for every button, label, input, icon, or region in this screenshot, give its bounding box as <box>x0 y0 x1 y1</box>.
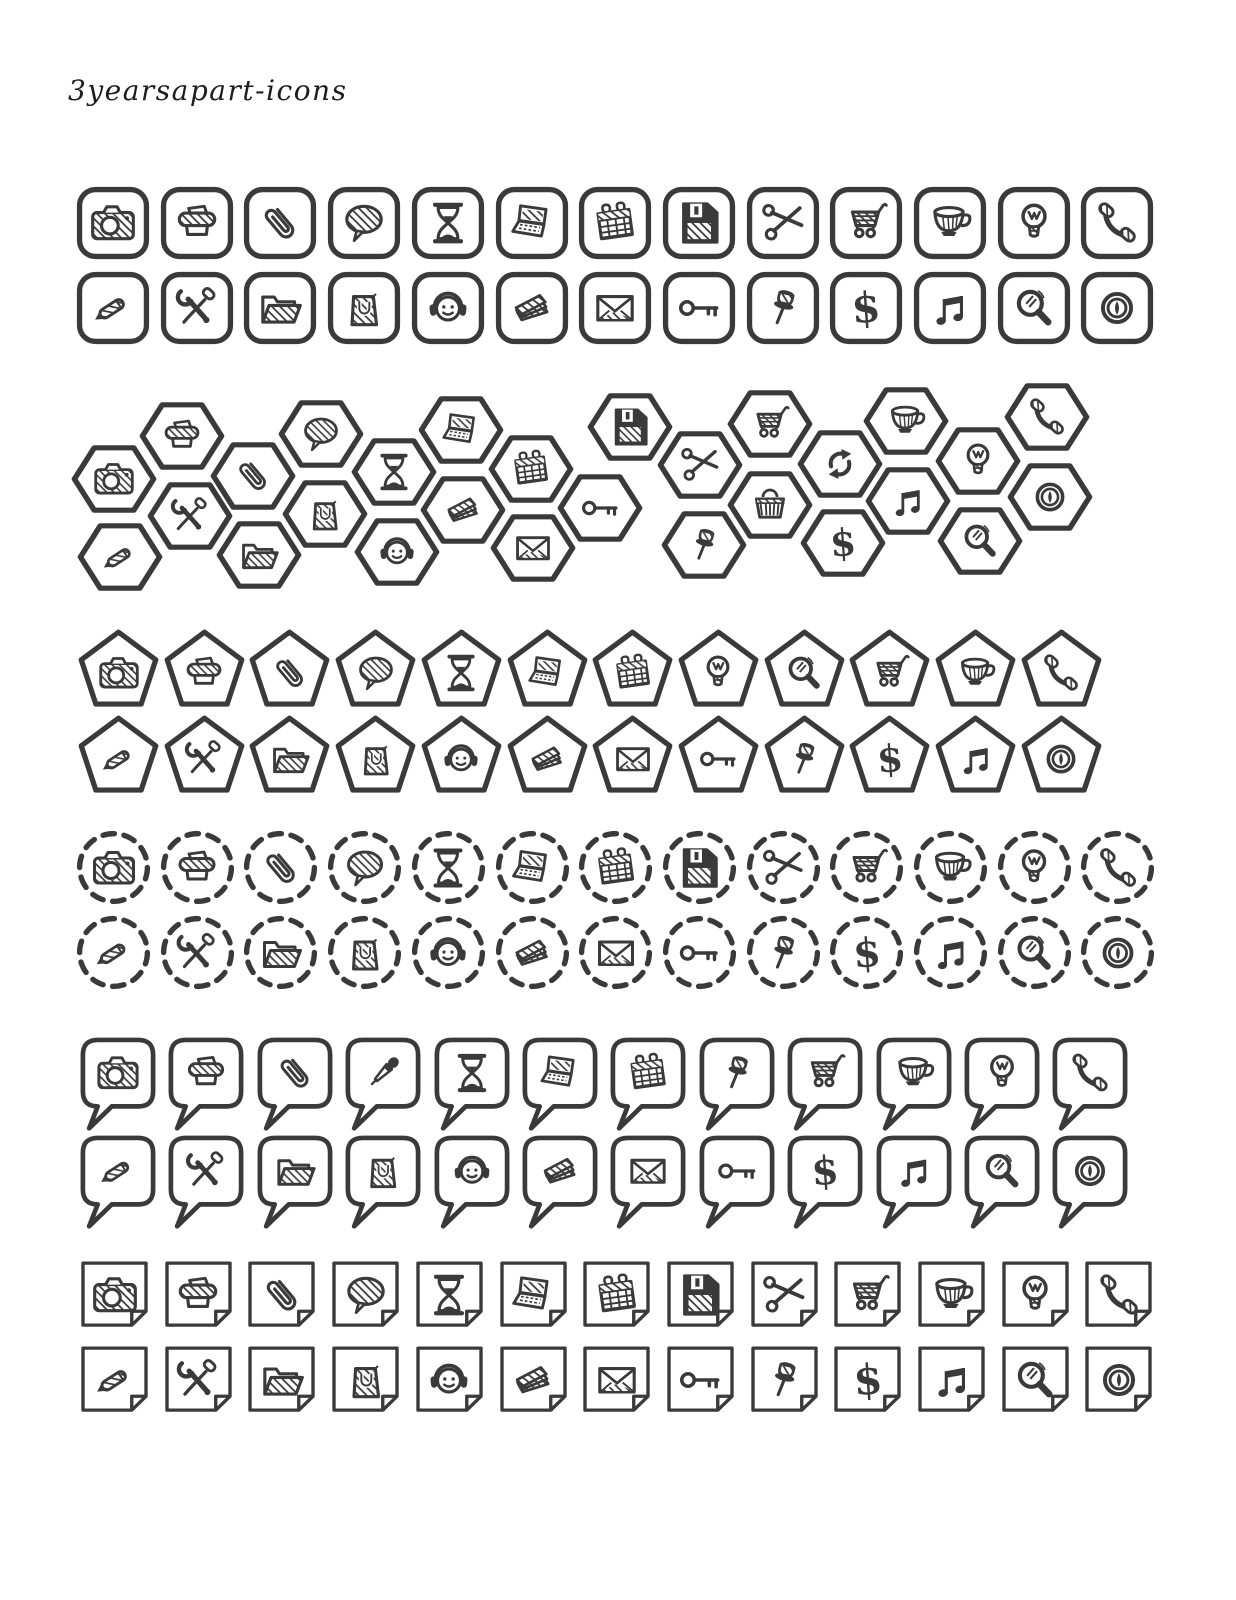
cup-icon <box>914 1258 989 1331</box>
calendar-icon <box>577 829 654 906</box>
coin-icon <box>1051 1134 1129 1231</box>
scissors-icon <box>747 1258 822 1331</box>
phone-icon <box>1051 1036 1129 1133</box>
dollar-sign-icon <box>849 715 930 794</box>
dollar-sign-icon <box>828 270 904 346</box>
folder-icon <box>249 715 330 794</box>
shopping-bag-icon <box>326 914 403 991</box>
pen-icon <box>78 715 159 794</box>
money-icon <box>496 1343 571 1416</box>
camera-icon <box>75 829 152 906</box>
key-icon <box>663 1343 738 1416</box>
shopping-bag-icon <box>344 1134 422 1231</box>
money-icon <box>507 715 588 794</box>
headset-icon <box>410 270 486 346</box>
magnifier-icon <box>996 914 1073 991</box>
paperclip-icon <box>256 1036 334 1133</box>
folder-icon <box>242 914 319 991</box>
shopping-bag-icon <box>335 715 416 794</box>
phone-icon <box>1004 378 1090 456</box>
pushpin-icon <box>747 1343 822 1416</box>
coin-icon <box>1007 458 1093 536</box>
printer-icon <box>164 629 245 708</box>
tools-icon <box>164 715 245 794</box>
calendar-icon <box>609 1036 687 1133</box>
music-note-icon <box>914 1343 989 1416</box>
camera-icon <box>79 1036 157 1133</box>
page-title: 3yearsapart-icons <box>68 74 348 107</box>
calendar-icon <box>592 629 673 708</box>
paperclip-icon <box>249 629 330 708</box>
phone-icon <box>1079 185 1155 261</box>
shopping-cart-icon <box>786 1036 864 1133</box>
magnifier-icon <box>764 629 845 708</box>
music-note-icon <box>875 1134 953 1231</box>
printer-icon <box>159 829 236 906</box>
folder-icon <box>242 270 318 346</box>
pushpin-icon <box>698 1036 776 1133</box>
lightbulb-icon <box>678 629 759 708</box>
lightbulb-icon <box>963 1036 1041 1133</box>
hourglass-icon <box>433 1036 511 1133</box>
dollar-sign-icon <box>786 1134 864 1231</box>
pushpin-icon <box>764 715 845 794</box>
shopping-cart-icon <box>828 185 904 261</box>
music-note-icon <box>912 914 989 991</box>
laptop-icon <box>494 829 571 906</box>
eyedropper-icon <box>344 1036 422 1133</box>
headset-icon <box>412 1343 487 1416</box>
coin-icon <box>1079 270 1155 346</box>
headset-icon <box>410 914 487 991</box>
pen-icon <box>75 914 152 991</box>
floppy-disk-icon <box>663 1258 738 1331</box>
hourglass-icon <box>410 829 487 906</box>
cup-icon <box>935 629 1016 708</box>
scissors-icon <box>745 829 822 906</box>
music-note-icon <box>912 270 988 346</box>
headset-icon <box>421 715 502 794</box>
money-icon <box>494 270 570 346</box>
magnifier-icon <box>998 1343 1073 1416</box>
pen-icon <box>79 1134 157 1231</box>
tools-icon <box>159 914 236 991</box>
key-icon <box>661 270 737 346</box>
magnifier-icon <box>996 270 1072 346</box>
floppy-disk-icon <box>661 185 737 261</box>
envelope-icon <box>592 715 673 794</box>
shopping-cart-icon <box>849 629 930 708</box>
calendar-icon <box>579 1258 654 1331</box>
coin-icon <box>1079 914 1156 991</box>
speech-bubble-icon <box>326 185 402 261</box>
shopping-cart-icon <box>828 829 905 906</box>
tools-icon <box>159 270 235 346</box>
phone-icon <box>1081 1258 1156 1331</box>
speech-bubble-icon <box>326 829 403 906</box>
floppy-disk-icon <box>661 829 738 906</box>
pushpin-icon <box>745 914 822 991</box>
dollar-sign-icon <box>830 1343 905 1416</box>
envelope-icon <box>579 1343 654 1416</box>
hourglass-icon <box>421 629 502 708</box>
camera-icon <box>75 185 151 261</box>
laptop-icon <box>521 1036 599 1133</box>
tools-icon <box>167 1134 245 1231</box>
money-icon <box>521 1134 599 1231</box>
music-note-icon <box>935 715 1016 794</box>
magnifier-icon <box>963 1134 1041 1231</box>
folder-icon <box>244 1343 319 1416</box>
money-icon <box>494 914 571 991</box>
folder-icon <box>256 1134 334 1231</box>
paperclip-icon <box>244 1258 319 1331</box>
phone-icon <box>1079 829 1156 906</box>
paperclip-icon <box>242 185 318 261</box>
shopping-cart-icon <box>830 1258 905 1331</box>
pushpin-icon <box>745 270 821 346</box>
speech-bubble-icon <box>335 629 416 708</box>
cup-icon <box>912 829 989 906</box>
laptop-icon <box>507 629 588 708</box>
envelope-icon <box>577 270 653 346</box>
phone-icon <box>1021 629 1102 708</box>
key-icon <box>557 469 643 547</box>
camera-icon <box>78 629 159 708</box>
cup-icon <box>875 1036 953 1133</box>
camera-icon <box>77 1258 152 1331</box>
lightbulb-icon <box>996 185 1072 261</box>
key-icon <box>698 1134 776 1231</box>
shopping-bag-icon <box>328 1343 403 1416</box>
coin-icon <box>1021 715 1102 794</box>
lightbulb-icon <box>998 1258 1073 1331</box>
pen-icon <box>77 1343 152 1416</box>
key-icon <box>661 914 738 991</box>
dollar-sign-icon <box>828 914 905 991</box>
headset-icon <box>433 1134 511 1231</box>
shopping-bag-icon <box>326 270 402 346</box>
scissors-icon <box>745 185 821 261</box>
pen-icon <box>75 270 151 346</box>
envelope-icon <box>609 1134 687 1231</box>
hourglass-icon <box>412 1258 487 1331</box>
calendar-icon <box>577 185 653 261</box>
cup-icon <box>912 185 988 261</box>
paperclip-icon <box>242 829 319 906</box>
lightbulb-icon <box>996 829 1073 906</box>
envelope-icon <box>577 914 654 991</box>
hourglass-icon <box>410 185 486 261</box>
key-icon <box>678 715 759 794</box>
tools-icon <box>161 1343 236 1416</box>
printer-icon <box>159 185 235 261</box>
laptop-icon <box>494 185 570 261</box>
laptop-icon <box>496 1258 571 1331</box>
printer-icon <box>161 1258 236 1331</box>
printer-icon <box>167 1036 245 1133</box>
speech-bubble-icon <box>328 1258 403 1331</box>
coin-icon <box>1081 1343 1156 1416</box>
